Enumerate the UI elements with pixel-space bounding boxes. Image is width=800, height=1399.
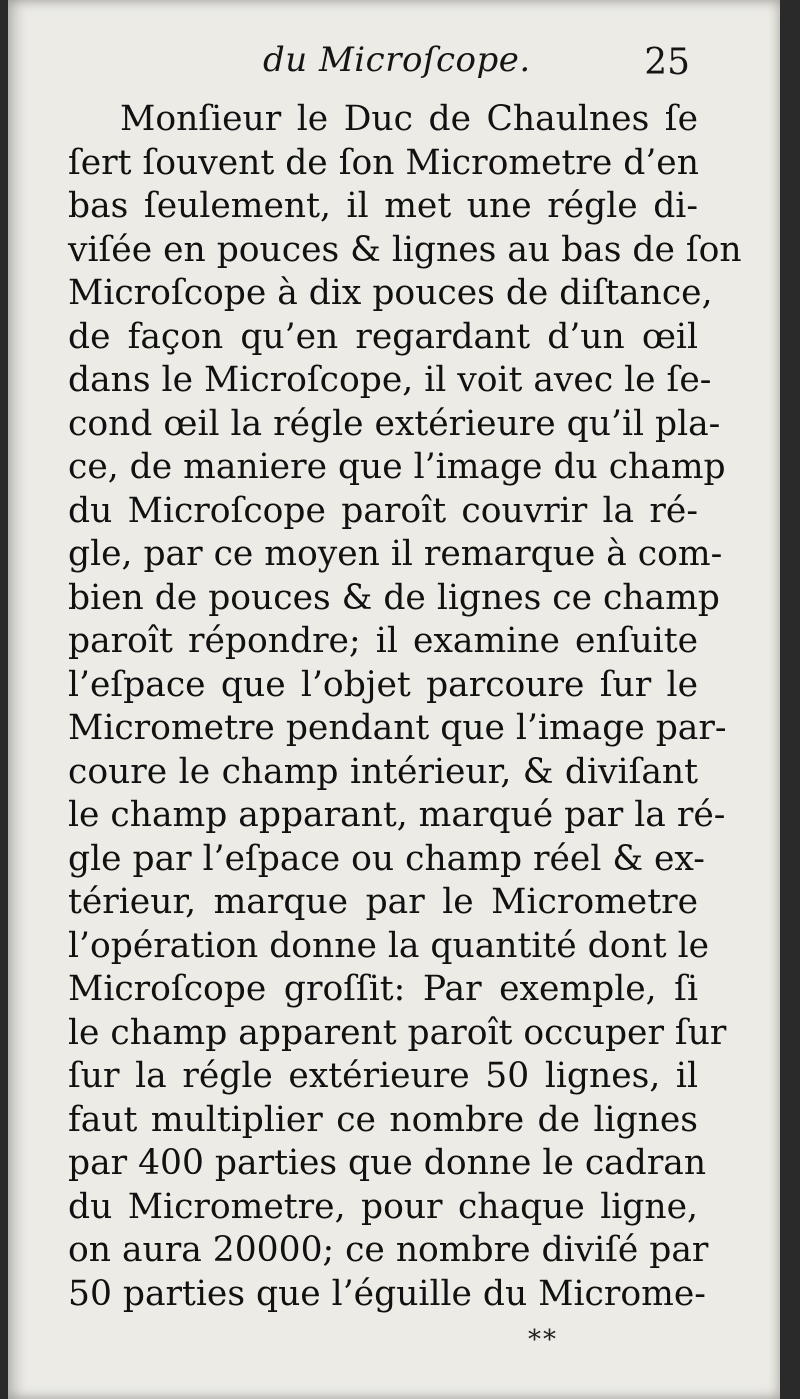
text-line: du Microſcope paroît couvrir la ré- <box>68 490 698 531</box>
text-line: ſur la régle extérieure 50 lignes, il <box>68 1056 698 1096</box>
body-text <box>68 98 742 1316</box>
text-line: Microſcope à dix pouces de diſtance, <box>68 273 713 313</box>
text-line: cond œil la régle extérieure qu’il pla- <box>68 403 721 444</box>
text-line: faut multiplier ce nombre de lignes <box>68 1099 698 1140</box>
text-line: le champ apparant, marqué par la ré- <box>68 795 726 835</box>
text-line: Monſieur le Duc de Chaulnes ſe <box>120 99 698 139</box>
text-line: ſert ſouvent de ſon Micrometre d’en <box>68 142 699 183</box>
page-number: 25 <box>644 42 690 83</box>
signature-mark: ** <box>528 1325 558 1355</box>
text-line: bas ſeulement, il met une régle di- <box>68 186 698 226</box>
text-line: Micrometre pendant que l’image par- <box>68 708 727 748</box>
text-line: paroît répondre; il examine enſuite <box>68 621 698 661</box>
text-line: gle, par ce moyen il remarque à com- <box>68 534 723 574</box>
running-title: du Microſcope. <box>263 40 531 80</box>
text-line: du Micrometre, pour chaque ligne, <box>68 1186 698 1227</box>
text-line: l’eſpace que l’objet parcoure ſur le <box>68 664 698 705</box>
page-header <box>68 40 698 90</box>
book-leaf <box>8 0 780 1399</box>
text-line: coure le champ intérieur, & diviſant <box>68 751 698 792</box>
text-line: on aura 20000; ce nombre diviſé par <box>68 1230 709 1270</box>
text-line: ce, de maniere que l’image du champ <box>68 447 726 487</box>
text-line: de façon qu’en regardant d’un œil <box>68 316 698 357</box>
text-line: térieur, marque par le Micrometre <box>68 882 698 922</box>
text-line: le champ apparent paroît occuper ſur <box>68 1012 727 1053</box>
text-line: dans le Microſcope, il voit avec le ſe- <box>68 360 712 400</box>
text-line: 50 parties que l’éguille du Microme- <box>68 1273 706 1314</box>
text-line: l’opération donne la quantité dont le <box>68 925 710 966</box>
text-line: bien de pouces & de lignes ce champ <box>68 577 720 618</box>
text-line: gle par l’eſpace ou champ réel & ex- <box>68 838 705 879</box>
text-line: viſée en pouces & lignes au bas de ſon <box>68 229 742 270</box>
text-line: Microſcope groſſit: Par exemple, ſi <box>68 969 698 1009</box>
text-line: par 400 parties que donne le cadran <box>68 1143 707 1183</box>
